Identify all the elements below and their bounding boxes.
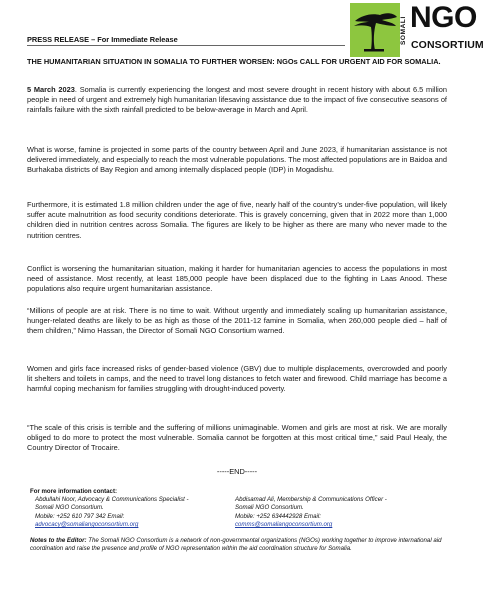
contact-label: For more information contact:	[30, 488, 118, 495]
paragraph-1	[27, 85, 447, 116]
contact-left-email-link[interactable]: advocacy@somaliangoconsortium.org	[35, 520, 139, 528]
paragraph-1-text: . Somalia is currently experiencing the longest and most severe drought in recent history with about 6.5 million people in need of urgent and extremely high humanitarian lifesaving assistance due to the impact of five consecutive seasons of rainfalls failure with the sixth rainfall predicted to be below-average in March and April.	[27, 85, 447, 115]
footer-contacts	[30, 488, 455, 554]
contact-right-line1: Abdisamad Ali, Membership & Communications Officer -	[235, 496, 387, 504]
editor-notes	[30, 537, 455, 553]
paragraph-4: Conflict is worsening the humanitarian situation, making it harder for humanitarian agencies to access the populations in most need of assistance. Most recently, at least 185,000 people have been displaced due to the fighting in Laas Anood. These populations also require urgent humanitarian assistance.	[27, 264, 447, 294]
contact-right-line2: Somali NGO Consortium.	[235, 504, 304, 512]
end-marker: -----END-----	[216, 467, 258, 476]
paragraph-5: “Millions of people are at risk. There is no time to wait. Without urgently and immediately scaling up humanitarian assistance, hunger-related deaths are likely to be as high as those of the 2011-12 famine in Somalia, when 260,000 people died – half of them children,” Nimo Hassan, the Director of Somali NGO Consortium warned.	[27, 306, 447, 336]
release-date: 5 March 2023	[27, 85, 75, 94]
contact-left-line1: Abdullahi Noor, Advocacy & Communications Specialist -	[35, 496, 189, 504]
somali-ngo-consortium-logo	[350, 1, 484, 59]
paragraph-7: “The scale of this crisis is terrible and the suffering of millions unimaginable. Women and girls are most at risk. We are morally obliged to do more to protect the most vulnerable. Somalia cannot be forgotten at this most critical time,” said Paul Healy, the Country Director of Trocaire.	[27, 423, 447, 453]
header-divider	[27, 45, 345, 46]
press-release-label: PRESS RELEASE – For Immediate Release	[27, 35, 178, 44]
editor-notes-label: Notes to the Editor:	[30, 537, 87, 545]
contact-right-email-link[interactable]: comms@somaliangoconsortium.org	[235, 520, 333, 528]
logo-ngo-text: NGO	[410, 1, 477, 34]
logo-somali-text: SOMALI	[400, 16, 407, 46]
contact-right	[235, 496, 450, 529]
contact-left-line2: Somali NGO Consortium.	[35, 504, 104, 512]
tree-logo-icon	[350, 3, 400, 57]
contact-left-line3: Mobile: +252 610 797 342 Email:	[35, 512, 125, 520]
paragraph-6: Women and girls face increased risks of gender-based violence (GBV) due to multiple displacements, overcrowded and poorly lit shelters and toilets in camps, and the need to travel long distances to fetch water and firewood. Child marriage has become a harmful coping mechanism for families struggling with drought-induced poverty.	[27, 364, 447, 394]
logo-consortium-text: CONSORTIUM	[411, 39, 484, 51]
contact-left	[35, 496, 225, 529]
headline: THE HUMANITARIAN SITUATION IN SOMALIA TO FURTHER WORSEN: NGOs CALL FOR URGENT AID FOR SOMALIA.	[27, 57, 441, 66]
paragraph-3: Furthermore, it is estimated 1.8 million children under the age of five, nearly half of the country’s under-five population, will likely suffer acute malnutrition as food security conditions deteriorate. This is gravely concerning, given that in 2022 more than 1,000 children died in nutrition centres across Somalia. The figures are likely to be higher as there are many who never made to the nutrition centres.	[27, 200, 447, 240]
contact-right-line3: Mobile: +252 634442928 Email:	[235, 512, 321, 520]
editor-notes-text: The Somali NGO Consortium is a network of non-governmental organizations (NGOs) working together to improve international aid coordination and raise the presence and profile of NGO representation within the aid coordination structure for Somalia.	[30, 537, 442, 553]
paragraph-2: What is worse, famine is projected in some parts of the country between April and June 2023, if humanitarian assistance is not delivered immediately, and especially to reach the most vulnerable populations. The most affected populations are in Baidoa and Burhakaba districts of Bay Region and among internally displaced people (IDP) in Mogadishu.	[27, 145, 447, 175]
